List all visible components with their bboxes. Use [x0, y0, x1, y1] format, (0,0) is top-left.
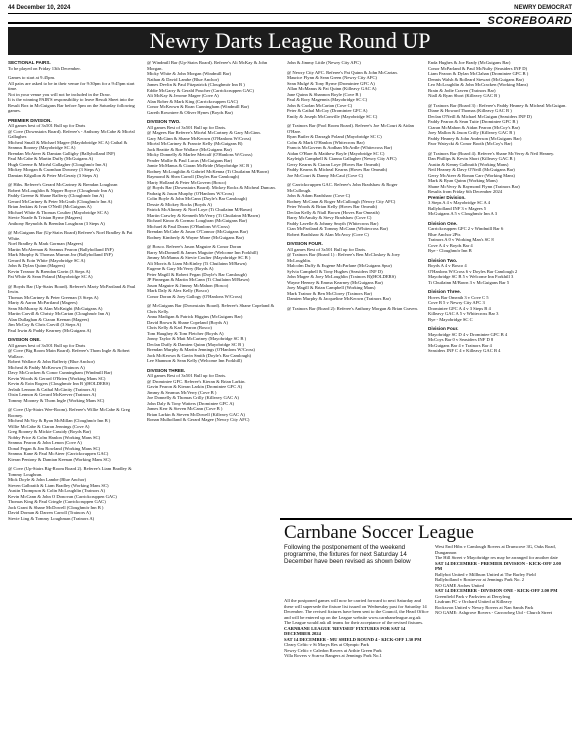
- text-line: SECTIONAL PAIRS.: [8, 60, 51, 65]
- text-line: CARNBANE LEAGUE 'REVISED' FIXTURES FOR SAT 14 DECEMBER 2024: [284, 625, 406, 636]
- text-line: @ Boyds Bar (Up-Stairs Board). Referee's Marty McPartland & Paul Irwin.: [8, 283, 136, 294]
- text-line: Peader Mallie & Paul Lucas (McGuigans Bar): [147, 157, 233, 163]
- text-line: Maurice Flynn & Sean Green (Newry City AFC): [287, 75, 377, 80]
- text-line: Blue Anchor 2Pts: [428, 231, 461, 237]
- text-line: Rocksvon United v Newry Rovers at Nan Sands Park: [435, 604, 534, 610]
- text-line: Allan McManus & Pat Quinn (Killeavy GAC A): [287, 86, 377, 91]
- soccer-title: Carnbane Soccer League: [284, 522, 474, 543]
- text-line: Mark Trainor & Ben McClorey (Trainors Bar): [287, 290, 373, 296]
- text-line: James Devlin & Paul Fitzpatrick (Cloughmór Inn B ): [147, 82, 245, 87]
- text-line: NO GAME Arches United: [435, 582, 484, 588]
- text-line: Steven Galbraith & Liam Bradley (Working Mans SC): [8, 482, 109, 488]
- text-line: Trainors A 0 v Working Man's SC 8: [428, 237, 494, 242]
- text-line: Pat White & Sean Poland (Mayobridge SC A): [8, 274, 93, 279]
- text-line: SAT 14 DECEMBER - DIVISION ONE - KICK-OFF 2.00 PM: [435, 588, 558, 593]
- text-line: Cove B 5 v Newry City AFC 3: [428, 300, 485, 305]
- text-line: Mickey Morgan & Caomhan Downey (3 Steps A): [8, 167, 100, 172]
- text-line: Stevie Noade & Tristan Byrne (Magees): [8, 215, 83, 220]
- text-line: Padraig & Jason Murphy (O'Hanlons W/Cross): [147, 190, 234, 196]
- text-line: SAT 14 DECEMBER - MU SHIELD ROUND 4 - KICK-OFF 1.30 PM: [284, 636, 422, 642]
- text-line: Bye - Cloughmór Inn B: [428, 248, 472, 253]
- text-line: Mick Doyle & John Lambe (Blue Anchor): [8, 477, 87, 482]
- text-line: John & Dylan Quinn (Magees): [8, 263, 65, 268]
- text-line: Alan Dullaghan & Ciaran Keenan (Magees): [8, 316, 89, 322]
- text-line: All games best of 3x501 Bull up for Darts: [8, 342, 86, 348]
- text-line: McGuigans Bar 4 v Trainors Bar 4: [428, 342, 492, 348]
- text-line: Emily & Joseph McConville (Mayobridge SC C): [287, 113, 378, 119]
- text-line: Gavin Fearon & Kieran Larkin (Dromintee GFC A): [147, 384, 243, 389]
- text-line: Enda Hughes & Joe Brady (McGuigans Bar): [428, 60, 511, 65]
- soccer-article: [280, 518, 572, 658]
- soccer-body-2: [435, 544, 565, 616]
- text-line: Micéal McCartney & Francie Kelly (McGuigans B): [147, 141, 243, 146]
- text-line: Francis McGovern & Aodhan McArdle (Whitecross Bar): [287, 145, 393, 150]
- text-line: Declan O'Neill & Michael McGuigan (Seasiders INF D): [428, 113, 532, 119]
- text-line: Barry McDonnell & James Maguire (Welcome Inn Forkhill): [147, 249, 259, 255]
- text-line: Lisdrum FC v Orchard United at Killeavy: [435, 599, 513, 604]
- text-line: Jack Beattie & Roe Wallace (McGuigans Bar): [147, 146, 232, 152]
- text-line: Kevin Treanor & Brendan Gavin (3 Steps A): [8, 268, 91, 274]
- text-line: Not in your venue you will not be included in the Draw.: [8, 91, 111, 97]
- text-line: @ Cove (Downstairs Board). Referee's - Anthony McCabe & Micéal Gallagher.: [8, 128, 135, 139]
- text-line: Greenfield Park v Parkview at Derryleag: [435, 593, 511, 599]
- text-line: Tommy Mooney & Thom Ingle (Working Mans SC): [8, 397, 105, 403]
- text-line: Malcolm Duffy & Eugene McParlane (McGuigans Spur): [287, 263, 392, 268]
- text-line: Micheal & Paddy McKeown (Trainors A): [8, 364, 85, 370]
- text-line: Joey Magill & Brian Campbell (Working Mans): [287, 285, 376, 290]
- text-line: Brian Jenkins & Ivan O'Neill (McGuigans A): [8, 204, 92, 209]
- text-line: Seamus Fearon & John Lenon (Cove A): [8, 440, 82, 445]
- text-line: Kevin McCann & John O Donovan (Carrickcruppen GAC): [8, 493, 117, 499]
- text-line: Sean Mulgé & Tony Byrne (Dromintee GFC A): [287, 80, 375, 86]
- text-line: Bye - Mayobridge SC C: [428, 316, 473, 322]
- text-line: Raymond & Shea Carroll (Doyles Bar Camlough): [147, 174, 240, 179]
- text-line: Villa Rovers v Scarva Rangers at Jennings Park No.1: [284, 653, 382, 658]
- text-line: Jamie McManus & Ciaran McBride (Mayobridge SC B ): [147, 163, 252, 168]
- text-line: Jonny Taylor & Matt McCartney (Mayobridge SC B ): [147, 336, 247, 341]
- text-line: DIVISION THREE.: [147, 367, 186, 373]
- text-line: Carrickcruppen GFC 2 v Windmill Bar 6: [428, 226, 504, 231]
- text-line: Peter Magill & Robert Fegan (Doyle's Bar Camlough): [147, 271, 247, 277]
- text-line: Joe Donnelly & Thomas Crilly (Killeavy GAC A): [147, 395, 239, 400]
- text-line: Boyds A 4 v Bosco 4: [428, 263, 467, 268]
- text-line: Brendan Murphy & Martin Jennings (O'Hanlons W/Cross): [147, 347, 255, 352]
- text-line: Thomas King & Paul Cringle (Carrickcruppen GAC): [8, 499, 106, 504]
- text-line: McCoys Bar 0 v Seasiders INF D 8: [428, 337, 494, 342]
- text-line: Hoves Bar Omeath 3 v Cove C 5: [428, 294, 489, 300]
- section-rule: [8, 22, 480, 24]
- text-line: All games Best of 3x501 Bull up for Darts.: [147, 373, 227, 378]
- text-line: Ciaran McMahon & Aidan Fearon (McCoy's Bar): [428, 124, 520, 130]
- text-line: @ McGuigans Bar (Up-Stairs Board) Referee's Noel Bradley & Pat White.: [8, 230, 133, 241]
- text-line: Marty Holland & Peter McGovern (Bosco): [147, 179, 227, 185]
- text-line: Newry Celtic v Caledon Rovers at Arthie Green Park: [284, 647, 382, 653]
- text-line: Paor Watrycki & Conor Booth (McCoy's Bar): [428, 141, 513, 146]
- text-line: Alan Rober & Mark King (Carrickcruppen GAC): [147, 98, 239, 104]
- text-line: Jason Maguire & Jimmy McMahon (Bosco): [147, 282, 229, 288]
- text-line: Jack Grant & Shane McDowell (Cloughmór Inn B ): [8, 504, 104, 510]
- text-line: To be played on Friday 13th December.: [8, 65, 81, 71]
- text-line: Conor McParland & Paul McNulty (Seasiders INF D): [428, 65, 528, 71]
- text-line: John & Jimmy Little (Newry City AFC): [287, 60, 361, 65]
- text-line: John & Adam Bradshaw (Cove C): [287, 193, 351, 198]
- text-line: Ti Chuilainn M/Bawn 3 v McGuigans Bar 5: [428, 279, 510, 285]
- text-line: Leo McLoughlin & John McCracken (Working Mans): [428, 82, 528, 87]
- text-line: Joe McCourt & Danny McCaul (Cove C): [287, 172, 364, 178]
- text-line: Micky Donnelly & Marlee Metcalf (O'Hanlons W/Cross): [147, 152, 253, 157]
- text-line: Kieran Pentony & Damian Keenan (Working Mans SC): [8, 456, 111, 462]
- text-line: SAT 14 DECEMBER - PREMIER DIVISION - KICK-OFF 2.00 PM: [435, 560, 561, 571]
- text-line: @ Trainors Bar (Board 4). Referee's Shane McVerry & Neil Heaney.: [428, 150, 555, 156]
- text-line: All games Best of 3x501 Bull up for Darts.: [147, 124, 227, 130]
- text-line: Killeavy GAC A 5 v Whitecross Bar 3: [428, 311, 499, 316]
- text-line: Martin Crawley & Kenneth McVerry (Ti Chuilainn M/Bawn): [147, 212, 260, 218]
- text-line: @ Cove (Up-Stairs Wee-Room). Referee's Willie McCabe & Greg Rooney.: [8, 407, 131, 418]
- text-line: Ali Morris & Liam McKinley (Ti Chuilainn M/Bawn): [147, 260, 247, 266]
- text-line: @ Bosco. Referee's Jason Maguire & Conor Doran: [147, 244, 242, 249]
- soccer-lead: Following the postponement of the weekend programme, the fixtures for next Saturday 14 December have been revised as shown below: [284, 544, 411, 565]
- text-line: The League would ask all teams for their acceptance of the revised fixtures.: [284, 620, 424, 625]
- text-line: Gerard McCartney & Peter McGrath (Cloughmór Inn A): [8, 198, 113, 204]
- text-line: Lee Shannon & Sean Kelly (Welcome Inn Forkhill): [147, 358, 242, 363]
- text-line: @ Trainors Bar (Board 3) : Referee's Paddy Heaney & Micheal McGuigan.: [428, 102, 567, 108]
- text-line: Diane & Howard Thomas (Killeavy GAC B ): [428, 108, 512, 113]
- text-line: Results from Friday 6th December 2024: [428, 189, 503, 194]
- text-line: Robert Wallace & John Rafferty (Blue Anchor): [8, 359, 95, 364]
- text-line: Sylvia Campbell & Tony Hughes (Seasiders INF D): [287, 268, 383, 274]
- text-line: Micheal Small & Michael Magee (Maydobridge SC A) Cathal & Seamus Rooney (Mayobridge SC A): [8, 139, 128, 150]
- text-line: Thomas McCartney & Peter Greenan (3 Steps A): [8, 294, 99, 300]
- text-line: Gareth Rowntree & Oliver Hynes (Boyds Bar): [147, 109, 233, 115]
- text-line: Patrick McAlinney & Noel Loye (Ti Chuilainn M/Bawn): [147, 207, 253, 212]
- text-line: Jim McCoy & Chris Carvill (3 Steps A): [8, 322, 82, 327]
- text-line: Seamus Kane & Paul McAteer (Carrickcruppen GAC): [8, 451, 109, 456]
- page-title: Newry Darts League Round UP: [8, 27, 572, 55]
- text-line: Brendan McAteer & Damian Gallighy (Ballyholland INF): [8, 150, 116, 156]
- text-line: Hugh Greene & Micéal Gallagher (Cloughmór Inn A): [8, 161, 108, 167]
- text-line: Liam Fearon & Dylan McClahan (Dromintee GFC B ): [428, 71, 529, 76]
- text-line: Mark Murphy & Thomas Murran Jnr (Ballyholland INF): [8, 252, 113, 257]
- text-line: Micky White & John Morgan (Windmill Bar): [147, 71, 231, 76]
- text-line: Willie McCabe & Ciaran Jennings (Cove A): [8, 423, 90, 429]
- text-line: O'Hanlons W/Cross 6 v Doyles Bar Camlough 2: [428, 268, 518, 274]
- text-line: Rodney Kimberly & Wayne Mone (McGuigans Bar): [147, 234, 244, 240]
- text-line: Anna Madigan & Patrick Higgins (McGuigans Bar): [147, 314, 243, 319]
- text-line: Anthony Reynolds & Brendan Loughran (3 Steps A): [8, 220, 105, 226]
- text-line: Peter Woods & Brian Kelly (Hoves Bar Omeath): [287, 204, 377, 209]
- text-line: Michael & Paul Doran (O'Hanlons W/Cross): [147, 223, 230, 229]
- text-line: Mayobridge SC D 4 v Dromintee GFC B 4: [428, 331, 508, 337]
- text-line: Games to start at 9.45pm.: [8, 75, 56, 80]
- text-line: Premier Division.: [428, 194, 466, 200]
- text-line: @ Hibs. Referee's Gerard McCartney & Brendan Loughran: [8, 182, 118, 187]
- text-line: Chris Kelly & Karl Fearon (Bosco): [147, 325, 212, 330]
- text-line: Neil Heaney & Davy O'Neill (McGuigans Bar): [428, 167, 515, 172]
- text-line: Cove A 4 v Boyds Bar 4: [428, 242, 473, 248]
- text-line: Kevin & Eoin Rogers (Cloughmór Inn B )(HOLDERS): [8, 381, 110, 386]
- text-line: Gerry McAteer & Ronan Carr (Working Mans): [428, 172, 515, 178]
- section-logo: SCOREBOARD: [487, 15, 572, 27]
- text-line: John & Caolan McCartan (Cove C): [287, 102, 353, 108]
- article-column-1: [8, 60, 140, 521]
- text-line: Conor McKeown & Roan Cunningham (Windmill Bar): [147, 104, 249, 109]
- text-line: David Dornan & Darren Carroll (Trainors A): [8, 510, 91, 515]
- soccer-body-1: [284, 598, 430, 659]
- text-line: Gary McGinn & Shane McKeown (O'Hanlons W/Cross): [147, 135, 252, 141]
- text-line: Paddy Fearon & Sean Tuite (Dromintee GFC B ): [428, 119, 519, 124]
- text-line: DIVISION FOUR.: [287, 241, 323, 246]
- text-line: Conor Doran & Joey Gallogy (O'Hanlons W/Cross): [147, 293, 243, 299]
- text-line: Wayne Heeney & Emma Kearney (McGuigans Bar): [287, 279, 383, 285]
- text-line: Brendan McCabe & Jason O'Connor (McGuigans Bar): [147, 229, 248, 234]
- text-line: Paddy Heaney & John Anderson (McGuigans Bar): [428, 135, 522, 141]
- text-line: Martin Carvill & Christy McCartan (Cloughmór Inn A): [8, 311, 110, 316]
- text-line: @ Cove (Big Room Main Board). Referee's Thom Ingle & Robert Wallace.: [8, 348, 130, 359]
- text-line: 3 Steps A 4 v Mayobridge SC A 4: [428, 200, 491, 205]
- text-line: Ali McKay & Jerome Magee (Cove A): [147, 93, 219, 98]
- text-line: West End Hibs v Camlough Rovers at Drumcove 3G, Oaks Road, Dungannon: [435, 544, 556, 555]
- text-line: All pairs are asked to be in their venue for 9:30pm for a 9:45pm start time.: [8, 80, 135, 91]
- text-line: Eugene & Gary McVerry (Boyds A): [147, 266, 214, 271]
- text-line: Declan Kelly & Niall Brown (Hoves Bar Omeath): [287, 209, 380, 215]
- text-line: Ballyholland v Rostrevor at Jennings Park No. 2: [435, 577, 525, 582]
- text-line: Niall & Ryan Short (Killeavy GAC B ): [428, 93, 500, 98]
- paper-name: NEWRY DEMOCRAT: [514, 5, 572, 11]
- text-line: Richard Kinoo & Cormac Loughran (McGuigans Bar): [147, 218, 248, 223]
- text-line: Davy McCracken & Conor Cunningham (Windmill Bar): [8, 370, 113, 375]
- text-line: Paul & Rory Magennis (Mayobridge SC C): [287, 97, 368, 102]
- text-line: Ronan Mulholland & Gerard Magee (Newry City AFC): [147, 417, 250, 422]
- article-column-4: [428, 60, 572, 354]
- text-line: Seasiders INF C 4 v Killeavy GAC B 4: [428, 348, 501, 353]
- text-line: Sean McMurray & Alan McKnight (McGuigans A): [8, 305, 103, 311]
- text-line: Division Four.: [428, 326, 459, 331]
- text-line: Paul McCabe & Martin Duffy (McGuigans A): [8, 156, 94, 161]
- text-line: Robert Bradshaw & Alan McAvoy (Cove C): [287, 231, 369, 237]
- text-line: Paddy Kearns & Micheal Kearns (Hoves Bar Omeath): [287, 167, 388, 172]
- text-line: Marty & Aaron McPartland (Magees): [8, 300, 78, 305]
- text-line: NO GAME: Ashgrove Rovers - Carrowbeg Utd - Church Street: [435, 610, 552, 615]
- text-line: DIVISION ONE.: [8, 337, 41, 342]
- text-line: All games Best of 3x501 Bull up for Darts.: [287, 246, 367, 252]
- text-line: Barry McAnulty & Stevy Bradshaw (Cove C): [287, 215, 372, 220]
- text-line: Gerard & Eoin White (Mayobridge SC A): [8, 257, 86, 263]
- text-line: Dennis Walsh & Rolleard Stewart (McGuigans Bar): [428, 76, 524, 82]
- text-line: Cleary Celtic v St Marys Res at Olympic Park: [284, 642, 369, 647]
- text-line: All games best of 3x501 Bull up for Darts: [8, 123, 86, 128]
- text-line: Colin Boyle & John McCann (Doyle's Bar Camlough): [147, 196, 247, 201]
- text-line: @ McGuigans Bar (Downstairs Board). Referee's Shane Copeland & Chris Kelly.: [147, 303, 275, 314]
- text-line: @ Carrickcruppen GAC. Referee's John Bradshaw & Roger McCullough.: [287, 182, 398, 193]
- text-line: Mark & Ryan Quinn (Working Mans): [428, 178, 498, 183]
- text-line: Jane Quinn & Shannon Boyle (Cove B ): [287, 91, 362, 97]
- text-line: Division Three.: [428, 289, 461, 294]
- text-line: Eddie McGarry & Gerald Poucher (Carrickcruppen GAC): [147, 87, 254, 93]
- text-line: Mayobridge SC B 5 v Welcome Inn Forkhill 3: [428, 274, 514, 279]
- text-line: Noel Bradley & Mark Gorman (Magees): [8, 241, 84, 246]
- text-line: Aidan O'Hare & Matthew Boyle (Mayobridge SC C): [287, 150, 385, 156]
- text-line: Donal Fegan & Jim Rowland (Working Mans SC): [8, 445, 101, 451]
- text-line: Damien Murphy & Jacqueline McKeown (Trainors Bar): [287, 296, 391, 301]
- text-line: Rodney McCann & Roger McCullough (Newry City AFC): [287, 198, 396, 204]
- text-line: Martin McAleenan & Seamus Fearon (Ballyholland INF): [8, 246, 114, 252]
- text-line: Ballybot United v Millburn United at The Barley Field: [435, 571, 536, 577]
- text-line: Mark Daly & Alex Kelly (Bosco): [147, 288, 209, 293]
- text-line: Greg Rooney & Mickie Cassidy (Boyds Bar): [8, 429, 91, 434]
- text-line: @ Magees Bar Referee's Micéal McCartney & Gary McGinn.: [147, 130, 261, 135]
- text-line: Jerlath Lennon & Cathal McGinity (Trainors A): [8, 386, 97, 392]
- text-line: Paddy Greene & Shane Rafferty (Cloughmór Inn A): [8, 193, 104, 198]
- page-date: 44 December 10, 2024: [8, 5, 71, 11]
- text-line: @ Trainors Bar (Pool Room Board). Referee's Joe McCourt & Aidan O'Hare.: [287, 123, 414, 134]
- text-line: @ Newry City AFC. Referee's Pat Quinn & John McCartan.: [287, 69, 398, 75]
- text-line: Ryan Butler & Darragh Poland (Mayobridge SC C): [287, 134, 382, 139]
- text-line: Damian Kilgallon & Peter McGeraty (3 Steps A): [8, 172, 98, 178]
- text-line: John Magee & Joey McLoughlin (Trainors B)(HOLDERS): [287, 274, 396, 279]
- text-line: It is the winning PAIR'S responsibility to leave Result Sheet into the Result Box in McGuigans Bar before 5pm on the Saturday following games.: [8, 97, 135, 113]
- text-line: JP Finnegan & Martin McCann (Ti Chuilainn M/Bawn): [147, 277, 250, 282]
- article-column-2: [147, 60, 280, 423]
- text-line: @ Trainors Bar (Board 1) : Referee's Ben McCloskey & Joey McLoughlin.: [287, 252, 400, 263]
- text-line: DIVISION TWO.: [147, 119, 181, 124]
- text-line: Austin & Kenny Galbraith (Working Mans): [428, 161, 509, 167]
- text-line: Micheal McVoy & Ryan McMillan (Cloughmór Inn B ): [8, 418, 111, 423]
- text-line: Austin Thompson & Colin McLoughlin (Trainors A): [8, 488, 105, 493]
- text-line: Jimmy & Seamus McVerry (Cove B ): [147, 389, 217, 395]
- text-line: Nathan & David Lambe (Blue Anchor): [147, 76, 219, 82]
- text-line: James Kerr & Steven McCann (Cove B ): [147, 406, 223, 411]
- text-line: Brain & Jodie Craven (Trainors Bar): [428, 87, 496, 93]
- text-line: McGuigans A 5 v Cloughmór Inn A 3: [428, 211, 498, 216]
- text-line: The Hill Street v Mayobridge res may be arranged for another date: [435, 555, 558, 560]
- text-line: Shane McVerry & Raymond Flynn (Trainors Bar): [428, 183, 520, 189]
- text-line: Kayleigh Campbell & Cianna Gallagher (Newry City AFC): [287, 156, 397, 161]
- text-line: @ Cove (Up-Stairs Big-Room Board 2). Referee's Liam Bradley & Tommy Loughran.: [8, 466, 132, 477]
- text-line: Brian Larkin & Steven McDowell (Killeavy GAC A): [147, 411, 245, 417]
- text-line: Jack McKeown & Gavin Smith (Doyle's Bar Camlough): [147, 352, 252, 358]
- text-line: Gerry Kearns & Ciaran Loye (Hoves Bar Omeath): [287, 161, 380, 167]
- text-line: Stevie Ling & Tommy Loughman (Trainors A): [8, 515, 95, 521]
- text-line: Paddy Lavelle & Johnny Smyth (Whitecross Bar): [287, 220, 379, 226]
- text-line: Robert McLoughlin & Nipper Boyce (Cloughmór Inn A): [8, 187, 113, 193]
- text-line: Division One.: [428, 220, 458, 226]
- text-line: @ Trainors Bar (Board 2): Referee's Anthony Morgan & Brian Craven.: [287, 305, 418, 311]
- text-line: PREMIER DIVISION.: [8, 117, 52, 123]
- text-line: Paul Irwin & Paddy Kearney (McGuigans A): [8, 327, 92, 333]
- text-line: John Daly & Tony Watters (Dromintee GFC A): [147, 400, 235, 406]
- text-line: Oisin Lennon & Gerard McKeever (Trainors A): [8, 392, 97, 397]
- text-line: Division Two.: [428, 257, 458, 263]
- text-line: Dromintee GFC A 4 v 3 Steps B 4: [428, 305, 491, 311]
- text-line: Peter & Cathal McCoy (Dromintee GFC A): [287, 108, 368, 113]
- text-line: Kevin Woods & Gerard O'Brien (Working Mans SC): [8, 375, 106, 381]
- text-line: Jimmy McManus & Stevie Coulter (Mayobridge SC B ): [147, 255, 251, 260]
- text-line: David Brown & Shane Copeland (Boyds A): [147, 319, 228, 325]
- text-line: Joey Mallon & Jason Crilly (Killeavy GAC B ): [428, 130, 516, 135]
- text-line: Michael White & Thomas Coulter (Mayobridge SC A): [8, 209, 109, 215]
- text-line: Dessie & Mickey Rocks (Boyds A): [147, 201, 212, 207]
- text-line: Dan Phillips & Kevin Short (Killeavy GAC B ): [428, 156, 516, 161]
- text-line: @ Dromintee GFC. Referee's Kieran & Brian Larkin.: [147, 378, 246, 384]
- text-line: @ Boyds Bar (Downstairs Board). Mickey Rocks & Micheal Duncan.: [147, 185, 276, 190]
- text-line: All the postponed games will now be carried forward to next Saturday and these will supersede the fixture list issued on Wednesday past for Saturday 14 December. The revised fixtures have been sent to the Council, the Head Office and will be entered up on the League website www.carnbaneleague.org.uk: [284, 598, 429, 620]
- text-line: Tom Haughey & Tom Fletcher (Boyds A): [147, 330, 224, 336]
- article-column-3: [287, 60, 420, 311]
- text-line: Ballyholland INF 3 v Magees 5: [428, 205, 487, 211]
- text-line: Cian McPartland & Tommy McCann (Whitecross Bar): [287, 226, 388, 231]
- text-line: Rodney McLoughlin & Gabriel McKenna (Ti Chuilainn M/Bawn): [147, 168, 269, 174]
- text-line: Colm & Mark O'Hanlon (Whitecross Bar): [287, 139, 365, 145]
- section-bar: [8, 13, 572, 27]
- text-line: Declan Duffy & Damien Quinn (Mayobridge SC B ): [147, 341, 244, 347]
- text-line: Nobby Price & Colm Hanlon (Working Mans SC): [8, 434, 101, 440]
- text-line: @ Windmill Bar (Up-Stairs Board). Referee's Ali McKay & John Morgan.: [147, 60, 268, 71]
